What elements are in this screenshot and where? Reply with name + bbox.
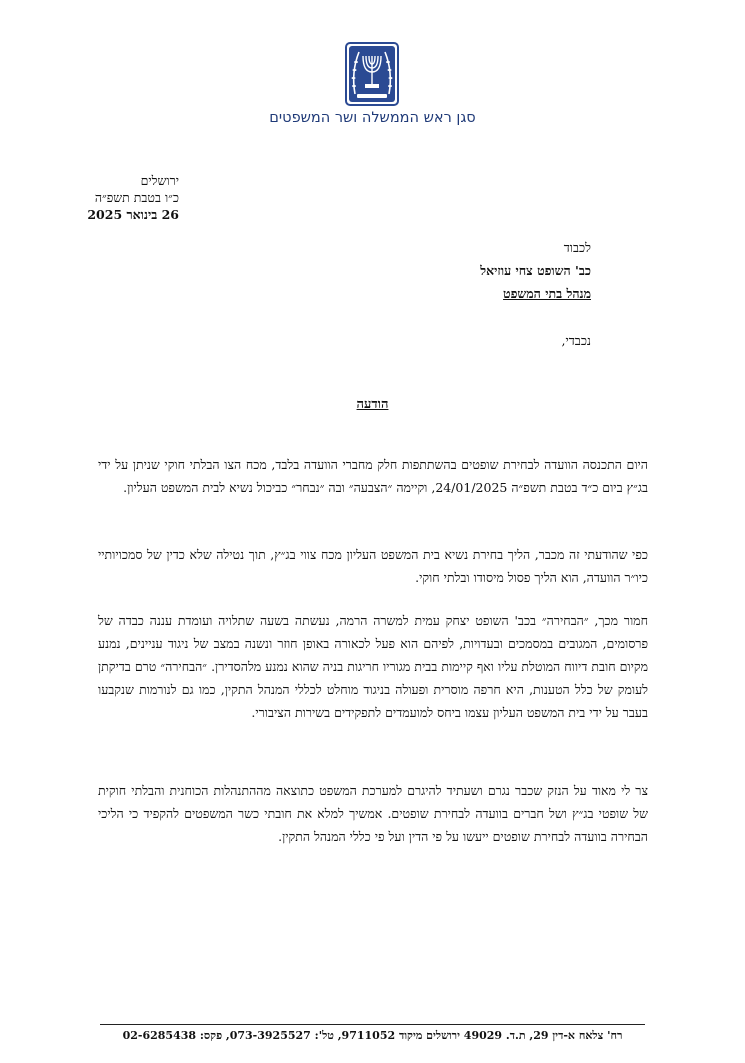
salutation-to: לכבוד	[563, 240, 591, 255]
footer-divider	[100, 1024, 645, 1025]
state-emblem-icon	[345, 42, 399, 106]
gregorian-date: 26 בינואר 2025	[87, 207, 179, 222]
body-paragraph-3: חמור מכך, ״הבחירה״ בכב' השופט יצחק עמית למשרה הרמה, נעשתה בשעה שתלויה ועומדת עננה כבדה של פרסומים, המגובים במסמכים ובעדויות, לפיהם הוא פעל לכאורה באופן חוזר ונשנה במצב של ניגוד עניינים, נמנע מקיום חובת דיווח המוטלת עליו ואף קיימות בבית מגוריו חריגות בניה שהוא נמנע מלהסדירן. ״הבחירה״ טרם בדיקתן לעומק של כלל הטענות, היא חרפה מוסרית ופעולה בניגוד מוחלט לכללי המנהל התקין, כמו גם לנורמות שנקבעו בעבר על ידי בית המשפט העליון עצמו ביחס למועמדים לתפקידים בשירות הציבורי.	[98, 613, 648, 720]
letter-heading: הודעה	[356, 397, 389, 412]
hebrew-date: כ״ו בטבת תשפ״ה	[94, 190, 179, 205]
footer-address: רח' צלאח א-דין 29, ת.ד. 49029 ירושלים מיקוד 9711052, טל': 073-3925527, פקס: 02-6285438	[122, 1029, 623, 1042]
greeting: נכבדי,	[561, 333, 591, 348]
body-paragraph-4: צר לי מאוד על הנזק שכבר נגרם ושעתיד להיגרם למערכת המשפט כתוצאה מההתנהלות הכוחנית והבלתי חוקית של שופטי בג״ץ ושל חברים בוועדה לבחירת שופטים. אמשיך למלא את חובתי כשר המשפטים להקפיד כי הליכי הבחירה בוועדה לבחירת שופטים ייעשו על פי הדין ועל פי כללי המנהל התקין.	[98, 783, 648, 844]
body-paragraph-1: היום התכנסה הוועדה לבחירת שופטים בהשתתפות חלק מחברי הוועדה בלבד, מכח הצו הבלתי חוקי שניתן על ידי בג״ץ ביום כ״ד בטבת תשפ״ה 24/01/2025, וקיימה ״הצבעה״ ובה ״נבחר״ כביכול נשיא לבית המשפט העליון.	[98, 457, 648, 495]
place-and-date	[9, 172, 179, 223]
body-paragraph-2: כפי שהודעתי זה מכבר, הליך בחירת נשיא בית המשפט העליון מכח צווי בג״ץ, תוך נטילה שלא כדין של סמכויותיי כיו״ר הוועדה, הוא הליך פסול מיסודו ובלתי חוקי.	[98, 547, 648, 585]
addressee-name: כב' השופט צחי עוזיאל	[480, 263, 591, 278]
addressee	[291, 236, 591, 305]
city: ירושלים	[140, 173, 179, 188]
addressee-role: מנהל בתי המשפט	[503, 286, 591, 301]
office-title: סגן ראש הממשלה ושר המשפטים	[269, 110, 476, 126]
